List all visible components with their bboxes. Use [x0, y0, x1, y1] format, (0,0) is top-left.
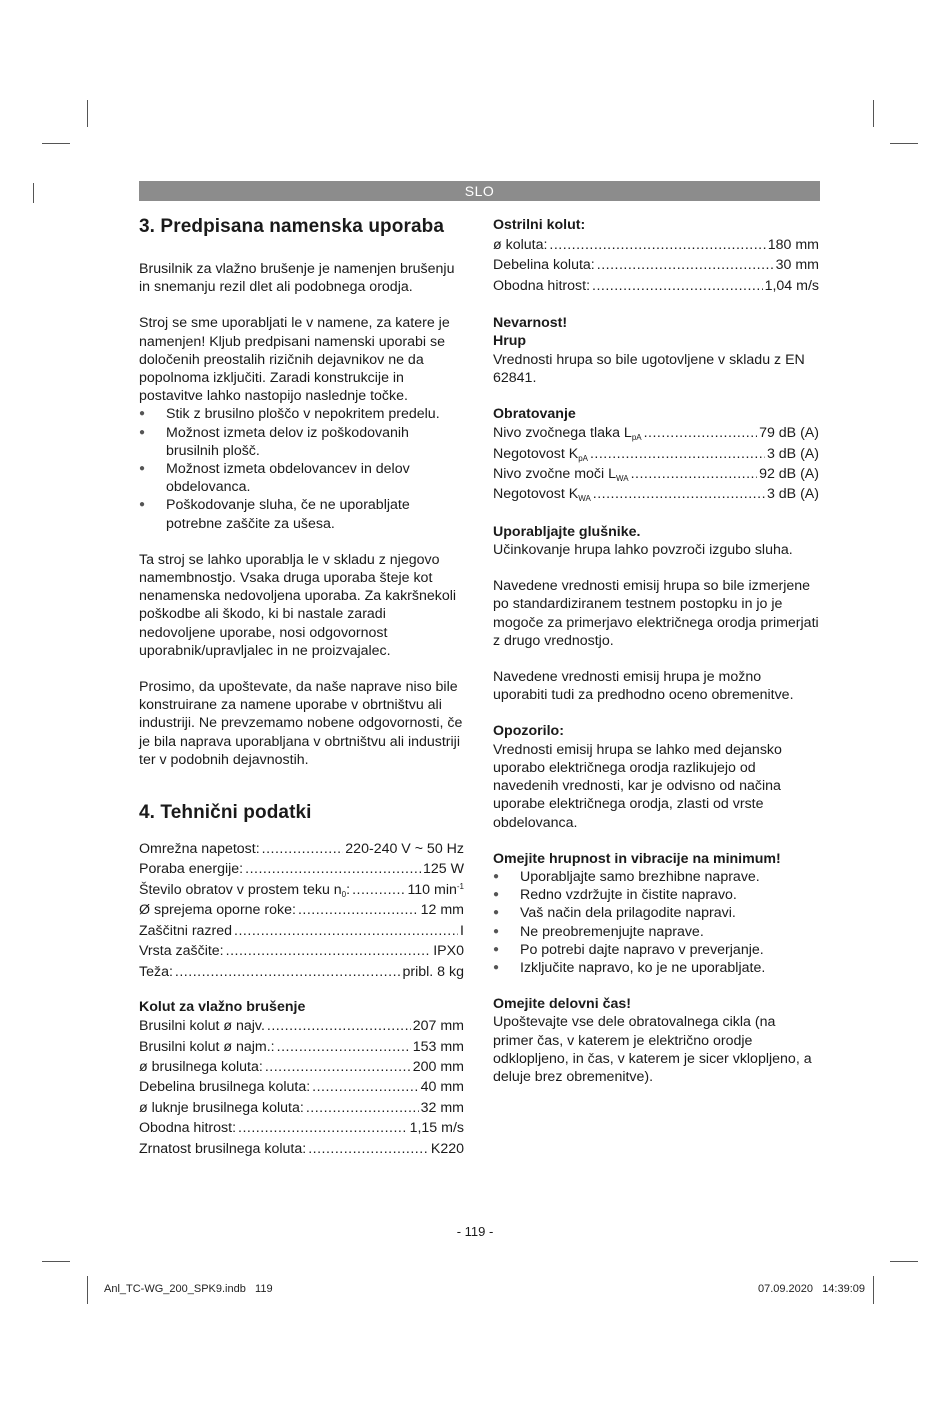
list-item: ● Možnost izmeta obdelovancev in delov obdelovanca.: [139, 460, 464, 496]
section-4-title: 4. Tehnični podatki: [139, 802, 312, 824]
spec-row: Nivo zvočnega tlaka $L_{pA}$ ..... 79 dB (A): [493, 423, 819, 443]
paragraph: Brusilnik za vlažno brušenje je namenjen brušenju in snemanju rezil dlet ali podobnega orodja.: [139, 261, 455, 296]
paragraph: Upoštevajte vse dele obratovalnega cikla (na primer čas, v katerem je električno orodje odklopljeno, in čas, v katerem je sicer vklopljeno, a deluje brez obremenitve).: [493, 1014, 812, 1085]
danger-heading: Nevarnost!: [493, 315, 568, 332]
subsection-title: Omejite delovni čas!: [493, 996, 631, 1013]
paragraph: Navedene vrednosti emisij hrupa so bile izmerjene po standardiziranem testnem postopku in jo je mogoče za primerjavo električnega orodja primerjati z drugo vrednostjo.: [493, 578, 819, 649]
spec-row: Obodna hitrost: ..... 1,15 m/s: [139, 1118, 464, 1138]
footer-date: 07.09.2020 14:39:09: [757, 1283, 865, 1295]
spec-row: Debelina koluta: ..... 30 mm: [493, 255, 819, 275]
list-item: ● Po potrebi dajte napravo v preverjanje.: [493, 941, 819, 959]
subsection-title: Obratovanje: [493, 406, 576, 423]
spec-row: Vrsta zaščite: ..... IPX0: [139, 941, 464, 961]
list-item: ● Stik z brusilno ploščo v nepokritem predelu.: [139, 405, 464, 423]
risk-list: [139, 405, 464, 532]
crop-mark: [873, 1276, 874, 1304]
subsection-title: Opozorilo:: [493, 723, 564, 740]
paragraph: Ta stroj se lahko uporablja le v skladu z njegovo namembnostjo. Vsaka druga uporaba šteje kot nenamenska nedovoljena uporaba. Za kakršnekoli poškodbe ali škodo, ki bi nastale zaradi nedovoljene uporabe, nosi odgovornost uporabnik/upravljalec in ne proizvajalec.: [139, 551, 457, 659]
spec-row: Brusilni kolut ø najm.: ..... 153 mm: [139, 1037, 464, 1057]
spec-row: Zaščitni razred ..... I: [139, 921, 464, 941]
list-item: ● Redno vzdržujte in čistite napravo.: [493, 886, 819, 904]
spec-row: Poraba energije: ..... 125 W: [139, 859, 464, 879]
crop-mark: [33, 183, 34, 203]
crop-mark: [42, 1261, 70, 1262]
paragraph: Vrednosti emisij hrupa se lahko med dejansko uporabo električnega orodja razlikujejo od navedenih vrednosti, kar je odvisno od načina uporabe električnega orodja, zlasti od vrste obdelovanca.: [493, 741, 782, 831]
spec-row: Obodna hitrost: ..... 1,04 m/s: [493, 276, 819, 296]
subsection-title: Kolut za vlažno brušenje: [139, 998, 306, 1015]
paragraph: Učinkovanje hrupa lahko povzroči izgubo sluha.: [493, 542, 793, 559]
subsection-title: Ostrilni kolut:: [493, 217, 586, 233]
crop-mark: [42, 143, 70, 144]
crop-mark: [87, 100, 88, 127]
noise-tips-list: [493, 868, 819, 977]
subsection-title: Hrup: [493, 333, 527, 350]
section-3-title: 3. Predpisana namenska uporaba: [139, 216, 445, 237]
spec-row: Število obratov v prostem teku $n_0$: ..... 110 $\min^{-1}$: [139, 880, 464, 900]
spec-row: ø koluta: ..... 180 mm: [493, 235, 819, 255]
spec-row: Negotovost $K_{WA}$ ..... 3 dB (A): [493, 484, 819, 504]
list-item: ● Ne preobremenjujte naprave.: [493, 923, 819, 941]
page-number: - 119 -: [456, 1224, 494, 1239]
right-column: [493, 215, 819, 1086]
crop-mark: [873, 100, 874, 127]
paragraph: Vrednosti hrupa so bile ugotovljene v skladu z EN 62841.: [493, 351, 805, 386]
language-header-bar: SLO: [139, 181, 820, 201]
spec-row: Omrežna napetost: ..... 220-240 V ~ 50 Hz: [139, 839, 464, 859]
list-item: ● Možnost izmeta delov iz poškodovanih brusilnih plošč.: [139, 424, 464, 460]
list-item: ● Poškodovanje sluha, če ne uporabljate potrebne zaščite za ušesa.: [139, 496, 464, 532]
subsection-title: Uporabljajte glušnike.: [493, 523, 641, 540]
spec-row: Teža: ..... pribl. 8 kg: [139, 962, 464, 982]
spec-row: Debelina brusilnega koluta: ..... 40 mm: [139, 1077, 464, 1097]
spec-row: Negotovost $K_{pA}$ ..... 3 dB (A): [493, 444, 819, 464]
spec-row: ø brusilnega koluta: ..... 200 mm: [139, 1057, 464, 1077]
list-item: ● Izključite napravo, ko je ne uporabljate.: [493, 959, 819, 977]
spec-row: Zrnatost brusilnega koluta: ..... K220: [139, 1139, 464, 1159]
list-item: ● Vaš način dela prilagodite napravi.: [493, 904, 819, 922]
paragraph: Stroj se sme uporabljati le v namene, za katere je namenjen! Kljub predpisani namenski uporabi se določenih preostalih rizičnih dejavnikov ne da popolnoma izključiti. Zaradi konstrukcije in postavitve lahko nastopijo naslednje točke.: [139, 315, 450, 405]
paragraph: Prosimo, da upoštevate, da naše naprave niso bile konstruirane za namene uporabe v obrtništvu ali industriji. Ne prevzemamo nobene odgovornosti, če je bila naprava uporabljana v obrtništvu ali industriji ter v podobnih dejavnostih.: [139, 679, 463, 768]
spec-row: Ø sprejema oporne roke: ..... 12 mm: [139, 900, 464, 920]
spec-row: Nivo zvočne moči $L_{WA}$ ..... 92 dB (A): [493, 464, 819, 484]
subsection-title: Omejite hrupnost in vibracije na minimum!: [493, 850, 781, 867]
paragraph: Navedene vrednosti emisij hrupa je možno uporabiti tudi za predhodno oceno obremenitve.: [493, 669, 794, 704]
crop-mark: [87, 1276, 88, 1304]
crop-mark: [890, 143, 918, 144]
crop-mark: [890, 1261, 918, 1262]
list-item: ● Uporabljajte samo brezhibne naprave.: [493, 868, 819, 886]
footer-file: Anl_TC-WG_200_SPK9.indb 119: [104, 1283, 273, 1295]
spec-row: Brusilni kolut ø najv. ..... 207 mm: [139, 1016, 464, 1036]
spec-row: ø luknje brusilnega koluta: ..... 32 mm: [139, 1098, 464, 1118]
left-column: [139, 215, 464, 1159]
